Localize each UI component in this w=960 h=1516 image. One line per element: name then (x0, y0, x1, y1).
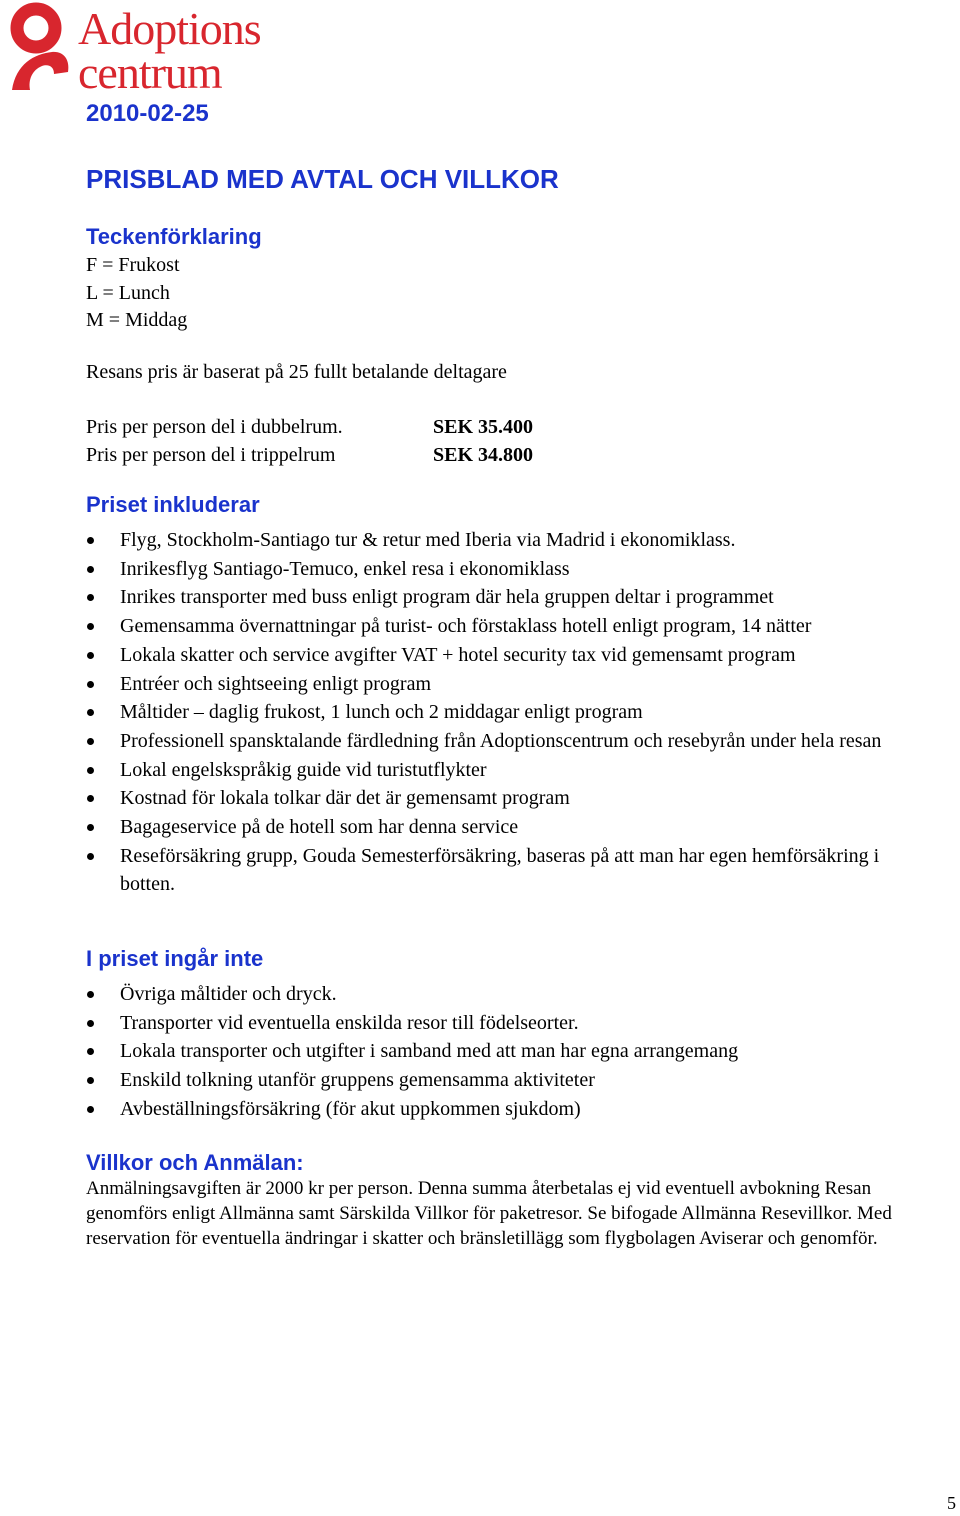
list-item: Lokal engelskspråkig guide vid turistutflykter (86, 756, 952, 785)
list-item: Bagageservice på de hotell som har denna service (86, 813, 952, 842)
legend-item-lunch: L = Lunch (86, 282, 170, 304)
excluded-heading: I priset ingår inte (86, 946, 264, 971)
bullet-icon (87, 681, 94, 688)
bullet-icon (87, 566, 94, 573)
price-label: Pris per person del i dubbelrum. (86, 416, 343, 438)
price-basis: Resans pris är baserat på 25 fullt betalande deltagare (86, 361, 507, 383)
terms-text: Anmälningsavgiften är 2000 kr per person. Denna summa återbetalas ej vid eventuell avbokning Resan genomförs enligt Allmänna samt Särskilda Villkor för paketresor. Se bifogade Allmänna Resevillkor. Med reservation för eventuella ändringar i skatter och bränsletillägg som flygbolagen Aviserar och genomför. (86, 1178, 892, 1249)
price-value: SEK 34.800 (433, 444, 534, 466)
list-item: Flyg, Stockholm-Santiago tur & retur med Iberia via Madrid i ekonomiklass. (86, 526, 952, 555)
included-list (86, 526, 952, 899)
list-item: Enskild tolkning utanför gruppens gemensamma aktiviteter (86, 1066, 952, 1095)
document-title: PRISBLAD MED AVTAL OCH VILLKOR (86, 164, 559, 194)
page-number: 5 (947, 1493, 956, 1513)
list-item: Transporter vid eventuella enskilda resor till födelseorter. (86, 1009, 952, 1038)
list-item: Professionell spansktalande färdledning från Adoptionscentrum och resebyrån under hela resan (86, 727, 952, 756)
list-item: Lokala skatter och service avgifter VAT + hotel security tax vid gemensamt program (86, 641, 952, 670)
bullet-icon (87, 1048, 94, 1055)
logo-line2: centrum (78, 47, 222, 98)
bullet-icon (87, 767, 94, 774)
price-value: SEK 35.400 (433, 416, 534, 438)
bullet-icon (87, 1077, 94, 1084)
legend-item-frukost: F = Frukost (86, 254, 180, 276)
list-item: Kostnad för lokala tolkar där det är gemensamt program (86, 784, 952, 813)
list-item: Lokala transporter och utgifter i samband med att man har egna arrangemang (86, 1037, 952, 1066)
price-row-trippelrum (86, 441, 534, 469)
bullet-icon (87, 824, 94, 831)
bullet-icon (87, 1020, 94, 1027)
list-item: Reseförsäkring grupp, Gouda Semesterförsäkring, baseras på att man har egen hemförsäkring i botten. (86, 842, 880, 899)
bullet-icon (87, 1106, 94, 1113)
legend-heading: Teckenförklaring (86, 224, 262, 249)
price-label: Pris per person del i trippelrum (86, 444, 336, 466)
bullet-icon (87, 709, 94, 716)
terms-heading: Villkor och Anmälan: (86, 1150, 304, 1175)
list-item: Gemensamma övernattningar på turist- och förstaklass hotell enligt program, 14 nätter (86, 612, 952, 641)
list-item: Inrikesflyg Santiago-Temuco, enkel resa i ekonomiklass (86, 555, 952, 584)
price-row-dubbelrum (86, 413, 534, 441)
list-item: Avbeställningsförsäkring (för akut uppkommen sjukdom) (86, 1095, 952, 1124)
list-item: Måltider – daglig frukost, 1 lunch och 2 middagar enligt program (86, 698, 952, 727)
list-item: Inrikes transporter med buss enligt program där hela gruppen deltar i programmet (86, 583, 952, 612)
bullet-icon (87, 795, 94, 802)
bullet-icon (87, 652, 94, 659)
excluded-list (86, 980, 952, 1124)
adoptionscentrum-logo (6, 2, 306, 97)
bullet-icon (87, 738, 94, 745)
bullet-icon (87, 991, 94, 998)
bullet-icon (87, 623, 94, 630)
included-heading: Priset inkluderar (86, 492, 260, 517)
bullet-icon (87, 853, 94, 860)
legend-item-middag: M = Middag (86, 309, 188, 331)
bullet-icon (87, 594, 94, 601)
logo-line1: Adoptions (78, 3, 261, 54)
list-item: Entréer och sightseeing enligt program (86, 670, 952, 699)
logo-figure-icon (6, 2, 76, 94)
bullet-icon (87, 537, 94, 544)
document-date: 2010-02-25 (86, 100, 209, 127)
list-item: Övriga måltider och dryck. (86, 980, 952, 1009)
